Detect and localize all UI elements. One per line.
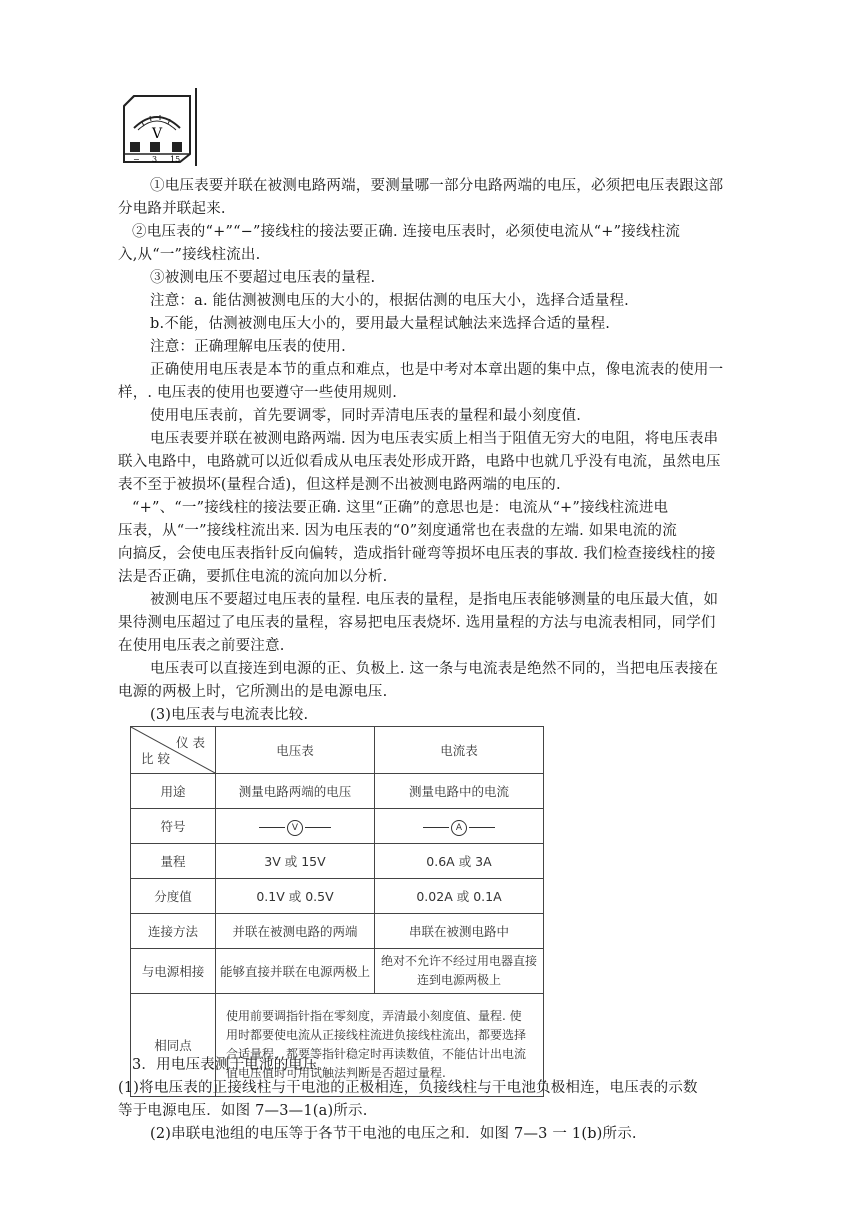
paragraph: (3)电压表与电流表比较. xyxy=(150,707,309,723)
voltmeter-symbol-icon: V xyxy=(287,820,303,836)
ammeter-symbol-icon: A xyxy=(451,820,467,836)
cell-voltmeter: 测量电路两端的电压 xyxy=(216,774,375,809)
paragraph: 果待测电压超过了电压表的量程，容易把电压表烧坏. 选用量程的方法与电流表相同，同学们 xyxy=(118,615,716,631)
paragraph: 被测电压不要超过电压表的量程. 电压表的量程，是指电压表能够测量的电压最大值，如 xyxy=(150,592,719,608)
paragraph: ①电压表要并联在被测电路两端，要测量哪一部分电路两端的电压，必须把电压表跟这部 xyxy=(150,178,724,194)
meter-letter: V xyxy=(151,126,163,142)
row-label: 与电源相接 xyxy=(131,949,216,994)
cell-voltmeter: 并联在被测电路的两端 xyxy=(216,914,375,949)
body-text xyxy=(118,175,752,727)
paragraph: 使用电压表前，首先要调零，同时弄清电压表的量程和最小刻度值. xyxy=(150,408,582,424)
row-label: 连接方法 xyxy=(131,914,216,949)
row-label: 符号 xyxy=(131,809,216,844)
paragraph: 在使用电压表之前要注意. xyxy=(118,638,285,654)
corner-bottom-label: 比 较 xyxy=(141,751,170,766)
table-header-row xyxy=(131,727,544,774)
cell-ammeter: 0.6A 或 3A xyxy=(375,844,544,879)
row-label: 分度值 xyxy=(131,879,216,914)
row-label: 量程 xyxy=(131,844,216,879)
cell-ammeter: 绝对不允许不经过用电器直接连到电源两极上 xyxy=(375,949,544,994)
paragraph: 电压表要并联在被测电路两端. 因为电压表实质上相当于阻值无穷大的电阻，将电压表串 xyxy=(150,431,719,447)
cell-ammeter: 测量电路中的电流 xyxy=(375,774,544,809)
paragraph: ②电压表的“+”“−”接线柱的接法要正确. 连接电压表时，必须使电流从“+”接线柱流 xyxy=(132,224,681,240)
section-heading: 3．用电压表测干电池的电压 xyxy=(132,1057,318,1073)
cell-voltmeter: 3V 或 15V xyxy=(216,844,375,879)
paragraph: 表不至于被损坏(量程合适)，但这样是测不出被测电路两端的电压的. xyxy=(118,477,561,493)
paragraph: b.不能，估测被测电压大小的，要用最大量程试触法来选择合适的量程. xyxy=(150,316,611,332)
table-row xyxy=(131,879,544,914)
table-row xyxy=(131,809,544,844)
paragraph: 等于电源电压．如图 7—3—1(a)所示. xyxy=(118,1103,368,1119)
paragraph: 入,从“一”接线柱流出. xyxy=(118,247,261,263)
paragraph: ③被测电压不要超过电压表的量程. xyxy=(150,270,376,286)
paragraph: 电压表可以直接连到电源的正、负极上. 这一条与电流表是绝然不同的，当把电压表接在 xyxy=(150,661,719,677)
paragraph: 正确使用电压表是本节的重点和难点，也是中考对本章出题的集中点，像电流表的使用一 xyxy=(150,362,724,378)
cell-voltmeter: 能够直接并联在电源两极上 xyxy=(216,949,375,994)
table-row xyxy=(131,949,544,994)
table-row xyxy=(131,774,544,809)
table-row xyxy=(131,844,544,879)
cell-ammeter: 0.02A 或 0.1A xyxy=(375,879,544,914)
table-row xyxy=(131,914,544,949)
comparison-table xyxy=(130,726,544,1097)
paragraph: (2)串联电池组的电压等于各节干电池的电压之和．如图 7—3 一 1(b)所示. xyxy=(150,1126,637,1142)
bottom-text xyxy=(118,1054,758,1146)
paragraph: 法是否正确，要抓住电流的流向加以分析. xyxy=(118,569,388,585)
paragraph: 电源的两极上时，它所测出的是电源电压. xyxy=(118,684,388,700)
voltmeter-illustration xyxy=(120,92,196,166)
paragraph: “+”、“一”接线柱的接法要正确. 这里“正确”的意思也是：电流从“+”接线柱流进电 xyxy=(132,500,669,516)
table-corner-cell xyxy=(131,727,216,774)
meter-scale-3: 3 xyxy=(152,155,158,164)
paragraph: 压表，从“一”接线柱流出来. 因为电压表的“0”刻度通常也在表盘的左端. 如果电流的流 xyxy=(118,523,677,539)
cell-voltmeter: 0.1V 或 0.5V xyxy=(216,879,375,914)
ammeter-symbol xyxy=(375,809,544,844)
paragraph: 分电路并联起来. xyxy=(118,201,226,217)
paragraph: 向搞反，会使电压表指针反向偏转，造成指针碰弯等损坏电压表的事故. 我们检查接线柱的接 xyxy=(118,546,716,562)
divider-line xyxy=(195,88,197,166)
cell-common: 使用前要调指针指在零刻度，弄清最小刻度值、量程. 使用时都要使电流从正接线柱流进负接线柱流出，都要选择合适量程，都要等指针稳定时再读数值，不能估计出电流值电压值时可用试触法判断是否超过量程. xyxy=(216,994,544,1097)
table-header-ammeter: 电流表 xyxy=(375,727,544,774)
paragraph: (1)将电压表的正接线柱与干电池的正极相连，负接线柱与干电池负极相连，电压表的示数 xyxy=(118,1080,698,1096)
row-label: 相同点 xyxy=(131,994,216,1097)
row-label: 用途 xyxy=(131,774,216,809)
paragraph: 注意：a. 能估测被测电压的大小的，根据估测的电压大小，选择合适量程. xyxy=(150,293,629,309)
paragraph: 注意：正确理解电压表的使用. xyxy=(150,339,346,355)
table-header-voltmeter: 电压表 xyxy=(216,727,375,774)
cell-ammeter: 串联在被测电路中 xyxy=(375,914,544,949)
paragraph: 联入电路中，电路就可以近似看成从电压表处形成开路，电路中也就几乎没有电流，虽然电压 xyxy=(118,454,721,470)
meter-scale-15: 15 xyxy=(170,155,181,164)
paragraph: 样，. 电压表的使用也要遵守一些使用规则. xyxy=(118,385,398,401)
voltmeter-symbol xyxy=(216,809,375,844)
corner-top-label: 仪 表 xyxy=(176,735,205,750)
meter-scale-minus: − xyxy=(133,155,140,164)
